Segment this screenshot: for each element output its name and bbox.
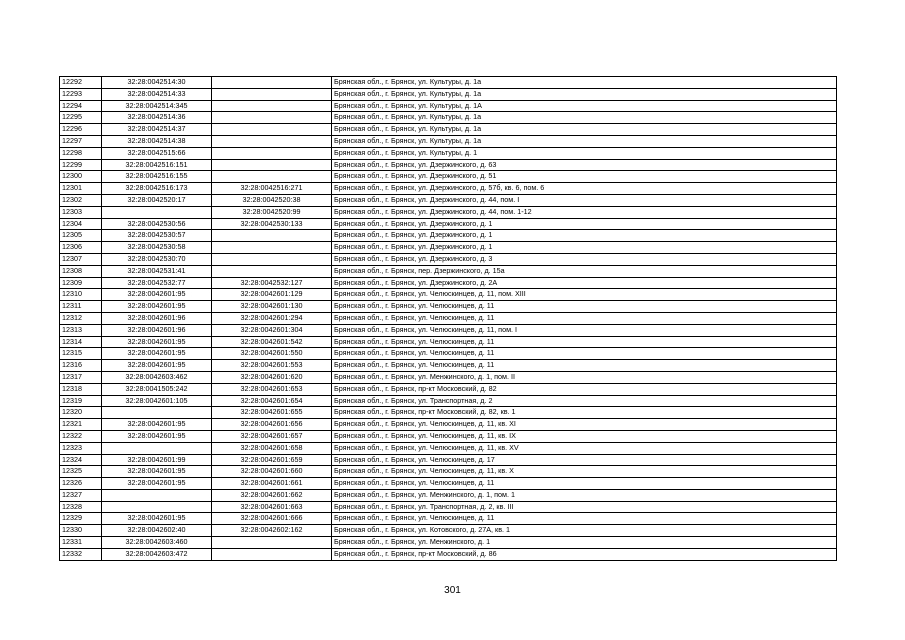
row-number-cell: 12327	[60, 489, 102, 501]
address-cell: Брянская обл., г. Брянск, ул. Менжинского, д. 1, пом. II	[332, 371, 837, 383]
related-cadastral-number-cell	[212, 100, 332, 112]
related-cadastral-number-cell: 32:28:0042601:653	[212, 383, 332, 395]
address-cell: Брянская обл., г. Брянск, ул. Челюскинцев, д. 11, кв. XV	[332, 442, 837, 454]
address-cell: Брянская обл., г. Брянск, ул. Челюскинцев, д. 11, пом. XIII	[332, 289, 837, 301]
address-cell: Брянская обл., г. Брянск, ул. Челюскинцев, д. 11	[332, 336, 837, 348]
row-number-cell: 12302	[60, 194, 102, 206]
row-number-cell: 12303	[60, 206, 102, 218]
row-number-cell: 12321	[60, 419, 102, 431]
related-cadastral-number-cell: 32:28:0042601:660	[212, 466, 332, 478]
table-row	[60, 383, 837, 395]
related-cadastral-number-cell	[212, 135, 332, 147]
row-number-cell: 12307	[60, 253, 102, 265]
address-cell: Брянская обл., г. Брянск, ул. Культуры, д. 1а	[332, 112, 837, 124]
table-row	[60, 454, 837, 466]
row-number-cell: 12323	[60, 442, 102, 454]
related-cadastral-number-cell	[212, 537, 332, 549]
address-cell: Брянская обл., г. Брянск, ул. Челюскинцев, д. 11	[332, 360, 837, 372]
address-cell: Брянская обл., г. Брянск, ул. Челюскинцев, д. 11, кв. IX	[332, 430, 837, 442]
table-row	[60, 124, 837, 136]
related-cadastral-number-cell: 32:28:0042601:666	[212, 513, 332, 525]
cadastral-number-cell: 32:28:0042601:95	[102, 466, 212, 478]
row-number-cell: 12311	[60, 301, 102, 313]
related-cadastral-number-cell	[212, 88, 332, 100]
cadastral-number-cell	[102, 407, 212, 419]
row-number-cell: 12332	[60, 548, 102, 560]
address-cell: Брянская обл., г. Брянск, ул. Челюскинцев, д. 11	[332, 478, 837, 490]
related-cadastral-number-cell: 32:28:0042601:663	[212, 501, 332, 513]
cadastral-number-cell: 32:28:0042601:96	[102, 312, 212, 324]
related-cadastral-number-cell: 32:28:0042601:294	[212, 312, 332, 324]
cadastral-number-cell: 32:28:0042530:57	[102, 230, 212, 242]
address-cell: Брянская обл., г. Брянск, ул. Транспортная, д. 2	[332, 395, 837, 407]
cadastral-number-cell: 32:28:0042530:70	[102, 253, 212, 265]
address-cell: Брянская обл., г. Брянск, ул. Челюскинцев, д. 11, кв. XI	[332, 419, 837, 431]
cadastral-number-cell: 32:28:0042531:41	[102, 265, 212, 277]
address-cell: Брянская обл., г. Брянск, ул. Менжинского, д. 1	[332, 537, 837, 549]
related-cadastral-number-cell: 32:28:0042520:38	[212, 194, 332, 206]
address-cell: Брянская обл., г. Брянск, ул. Дзержинского, д. 44, пом. 1-12	[332, 206, 837, 218]
address-cell: Брянская обл., г. Брянск, ул. Челюскинцев, д. 11	[332, 301, 837, 313]
row-number-cell: 12331	[60, 537, 102, 549]
related-cadastral-number-cell	[212, 112, 332, 124]
table-row	[60, 88, 837, 100]
related-cadastral-number-cell	[212, 265, 332, 277]
table-row	[60, 525, 837, 537]
row-number-cell: 12296	[60, 124, 102, 136]
address-cell: Брянская обл., г. Брянск, ул. Дзержинского, д. 1	[332, 242, 837, 254]
address-cell: Брянская обл., г. Брянск, ул. Транспортная, д. 2, кв. III	[332, 501, 837, 513]
cadastral-number-cell: 32:28:0042603:460	[102, 537, 212, 549]
row-number-cell: 12314	[60, 336, 102, 348]
cadastral-number-cell: 32:28:0042601:95	[102, 419, 212, 431]
related-cadastral-number-cell: 32:28:0042602:162	[212, 525, 332, 537]
row-number-cell: 12292	[60, 77, 102, 89]
address-cell: Брянская обл., г. Брянск, ул. Челюскинцев, д. 11	[332, 312, 837, 324]
table-row	[60, 77, 837, 89]
cadastral-number-cell: 32:28:0042601:95	[102, 360, 212, 372]
cadastral-number-cell: 32:28:0042516:173	[102, 183, 212, 195]
table-row	[60, 336, 837, 348]
related-cadastral-number-cell: 32:28:0042601:553	[212, 360, 332, 372]
table-row	[60, 277, 837, 289]
address-cell: Брянская обл., г. Брянск, ул. Культуры, д. 1а	[332, 135, 837, 147]
row-number-cell: 12299	[60, 159, 102, 171]
table-row	[60, 265, 837, 277]
row-number-cell: 12298	[60, 147, 102, 159]
row-number-cell: 12316	[60, 360, 102, 372]
row-number-cell: 12318	[60, 383, 102, 395]
row-number-cell: 12300	[60, 171, 102, 183]
table-row	[60, 324, 837, 336]
table-row	[60, 100, 837, 112]
related-cadastral-number-cell: 32:28:0042601:130	[212, 301, 332, 313]
cadastral-number-cell: 32:28:0042601:95	[102, 289, 212, 301]
table-row	[60, 312, 837, 324]
cadastral-number-cell: 32:28:0042514:345	[102, 100, 212, 112]
address-cell: Брянская обл., г. Брянск, ул. Челюскинцев, д. 11	[332, 348, 837, 360]
row-number-cell: 12315	[60, 348, 102, 360]
cadastral-number-cell: 32:28:0042601:95	[102, 513, 212, 525]
address-cell: Брянская обл., г. Брянск, ул. Дзержинского, д. 57б, кв. 6, пом. 6	[332, 183, 837, 195]
address-cell: Брянская обл., г. Брянск, ул. Дзержинского, д. 44, пом. I	[332, 194, 837, 206]
table-row	[60, 419, 837, 431]
cadastral-number-cell: 32:28:0042601:95	[102, 478, 212, 490]
related-cadastral-number-cell	[212, 253, 332, 265]
row-number-cell: 12295	[60, 112, 102, 124]
cadastral-number-cell: 32:28:0042601:105	[102, 395, 212, 407]
table-row	[60, 206, 837, 218]
cadastral-number-cell: 32:28:0042530:58	[102, 242, 212, 254]
row-number-cell: 12301	[60, 183, 102, 195]
row-number-cell: 12329	[60, 513, 102, 525]
table-row	[60, 430, 837, 442]
table-row	[60, 442, 837, 454]
row-number-cell: 12313	[60, 324, 102, 336]
row-number-cell: 12326	[60, 478, 102, 490]
related-cadastral-number-cell: 32:28:0042601:662	[212, 489, 332, 501]
cadastral-number-cell: 32:28:0042514:38	[102, 135, 212, 147]
table-row	[60, 489, 837, 501]
cadastral-number-cell: 32:28:0042601:95	[102, 348, 212, 360]
row-number-cell: 12306	[60, 242, 102, 254]
row-number-cell: 12304	[60, 218, 102, 230]
cadastral-number-cell: 32:28:0042515:66	[102, 147, 212, 159]
table-row	[60, 371, 837, 383]
related-cadastral-number-cell: 32:28:0042516:271	[212, 183, 332, 195]
related-cadastral-number-cell	[212, 171, 332, 183]
cadastral-number-cell: 32:28:0042601:95	[102, 336, 212, 348]
address-cell: Брянская обл., г. Брянск, ул. Культуры, д. 1а	[332, 77, 837, 89]
related-cadastral-number-cell	[212, 548, 332, 560]
row-number-cell: 12322	[60, 430, 102, 442]
row-number-cell: 12330	[60, 525, 102, 537]
row-number-cell: 12328	[60, 501, 102, 513]
related-cadastral-number-cell: 32:28:0042601:550	[212, 348, 332, 360]
cadastral-number-cell: 32:28:0042601:95	[102, 430, 212, 442]
related-cadastral-number-cell: 32:28:0042601:657	[212, 430, 332, 442]
table-row	[60, 183, 837, 195]
related-cadastral-number-cell: 32:28:0042520:99	[212, 206, 332, 218]
table-row	[60, 230, 837, 242]
cadastral-number-cell: 32:28:0042514:36	[102, 112, 212, 124]
related-cadastral-number-cell: 32:28:0042530:133	[212, 218, 332, 230]
related-cadastral-number-cell: 32:28:0042601:656	[212, 419, 332, 431]
table-row	[60, 301, 837, 313]
address-cell: Брянская обл., г. Брянск, ул. Челюскинцев, д. 11	[332, 513, 837, 525]
cadastral-number-cell: 32:28:0041505:242	[102, 383, 212, 395]
related-cadastral-number-cell: 32:28:0042601:659	[212, 454, 332, 466]
address-cell: Брянская обл., г. Брянск, ул. Дзержинского, д. 1	[332, 230, 837, 242]
row-number-cell: 12294	[60, 100, 102, 112]
address-cell: Брянская обл., г. Брянск, ул. Челюскинцев, д. 11, кв. X	[332, 466, 837, 478]
cadastral-number-cell: 32:28:0042516:155	[102, 171, 212, 183]
address-cell: Брянская обл., г. Брянск, ул. Культуры, д. 1а	[332, 88, 837, 100]
related-cadastral-number-cell: 32:28:0042601:654	[212, 395, 332, 407]
address-cell: Брянская обл., г. Брянск, ул. Культуры, д. 1	[332, 147, 837, 159]
cadastral-number-cell: 32:28:0042530:56	[102, 218, 212, 230]
table-row	[60, 501, 837, 513]
row-number-cell: 12320	[60, 407, 102, 419]
row-number-cell: 12324	[60, 454, 102, 466]
address-cell: Брянская обл., г. Брянск, пр-кт Московский, д. 86	[332, 548, 837, 560]
cadastral-number-cell: 32:28:0042603:462	[102, 371, 212, 383]
related-cadastral-number-cell: 32:28:0042601:304	[212, 324, 332, 336]
address-cell: Брянская обл., г. Брянск, ул. Дзержинского, д. 1	[332, 218, 837, 230]
address-cell: Брянская обл., г. Брянск, ул. Котовского, д. 27А, кв. 1	[332, 525, 837, 537]
related-cadastral-number-cell: 32:28:0042532:127	[212, 277, 332, 289]
related-cadastral-number-cell	[212, 242, 332, 254]
row-number-cell: 12317	[60, 371, 102, 383]
table-row	[60, 360, 837, 372]
cadastral-number-cell: 32:28:0042514:37	[102, 124, 212, 136]
cadastral-number-cell: 32:28:0042514:30	[102, 77, 212, 89]
address-cell: Брянская обл., г. Брянск, пр-кт Московский, д. 82	[332, 383, 837, 395]
table-body	[60, 77, 837, 561]
related-cadastral-number-cell	[212, 147, 332, 159]
table-row	[60, 218, 837, 230]
address-cell: Брянская обл., г. Брянск, ул. Дзержинского, д. 3	[332, 253, 837, 265]
row-number-cell: 12319	[60, 395, 102, 407]
table-row	[60, 135, 837, 147]
related-cadastral-number-cell: 32:28:0042601:658	[212, 442, 332, 454]
related-cadastral-number-cell: 32:28:0042601:620	[212, 371, 332, 383]
table-row	[60, 348, 837, 360]
address-cell: Брянская обл., г. Брянск, ул. Культуры, д. 1а	[332, 124, 837, 136]
address-cell: Брянская обл., г. Брянск, ул. Дзержинского, д. 63	[332, 159, 837, 171]
cadastral-number-cell: 32:28:0042514:33	[102, 88, 212, 100]
row-number-cell: 12325	[60, 466, 102, 478]
table-row	[60, 466, 837, 478]
table-row	[60, 407, 837, 419]
table-row	[60, 289, 837, 301]
table-row	[60, 194, 837, 206]
cadastral-number-cell	[102, 489, 212, 501]
table-row	[60, 513, 837, 525]
related-cadastral-number-cell	[212, 159, 332, 171]
cadastral-number-cell: 32:28:0042602:40	[102, 525, 212, 537]
row-number-cell: 12309	[60, 277, 102, 289]
related-cadastral-number-cell: 32:28:0042601:661	[212, 478, 332, 490]
related-cadastral-number-cell: 32:28:0042601:129	[212, 289, 332, 301]
cadastral-number-cell: 32:28:0042516:151	[102, 159, 212, 171]
address-cell: Брянская обл., г. Брянск, ул. Культуры, д. 1А	[332, 100, 837, 112]
row-number-cell: 12308	[60, 265, 102, 277]
related-cadastral-number-cell	[212, 77, 332, 89]
row-number-cell: 12312	[60, 312, 102, 324]
related-cadastral-number-cell	[212, 230, 332, 242]
row-number-cell: 12293	[60, 88, 102, 100]
table-row	[60, 478, 837, 490]
address-cell: Брянская обл., г. Брянск, ул. Челюскинцев, д. 11, пом. I	[332, 324, 837, 336]
table-row	[60, 112, 837, 124]
cadastral-number-cell: 32:28:0042601:95	[102, 301, 212, 313]
related-cadastral-number-cell: 32:28:0042601:542	[212, 336, 332, 348]
address-cell: Брянская обл., г. Брянск, ул. Дзержинского, д. 2А	[332, 277, 837, 289]
table-row	[60, 548, 837, 560]
table-row	[60, 253, 837, 265]
cadastral-number-cell: 32:28:0042520:17	[102, 194, 212, 206]
address-cell: Брянская обл., г. Брянск, ул. Менжинского, д. 1, пом. 1	[332, 489, 837, 501]
row-number-cell: 12297	[60, 135, 102, 147]
address-cell: Брянская обл., г. Брянск, пр-кт Московский, д. 82, кв. 1	[332, 407, 837, 419]
cadastral-number-cell	[102, 442, 212, 454]
row-number-cell: 12310	[60, 289, 102, 301]
address-cell: Брянская обл., г. Брянск, ул. Челюскинцев, д. 17	[332, 454, 837, 466]
table-row	[60, 242, 837, 254]
related-cadastral-number-cell	[212, 124, 332, 136]
table-row	[60, 395, 837, 407]
cadastral-number-cell: 32:28:0042601:99	[102, 454, 212, 466]
page-number: 301	[444, 585, 461, 596]
table-row	[60, 147, 837, 159]
table-row	[60, 159, 837, 171]
table-row	[60, 537, 837, 549]
address-cell: Брянская обл., г. Брянск, ул. Дзержинского, д. 51	[332, 171, 837, 183]
cadastral-table	[59, 76, 837, 561]
cadastral-number-cell: 32:28:0042603:472	[102, 548, 212, 560]
related-cadastral-number-cell: 32:28:0042601:655	[212, 407, 332, 419]
row-number-cell: 12305	[60, 230, 102, 242]
cadastral-number-cell	[102, 206, 212, 218]
cadastral-number-cell	[102, 501, 212, 513]
address-cell: Брянская обл., г. Брянск, пер. Дзержинского, д. 15а	[332, 265, 837, 277]
cadastral-number-cell: 32:28:0042601:96	[102, 324, 212, 336]
cadastral-number-cell: 32:28:0042532:77	[102, 277, 212, 289]
table-row	[60, 171, 837, 183]
